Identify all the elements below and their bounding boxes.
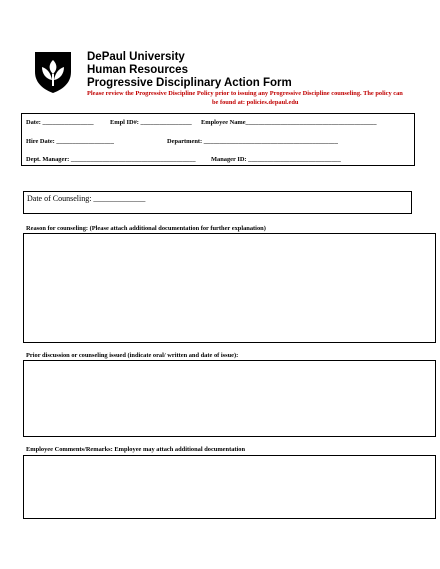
department-field[interactable]: Department: __________________________________________: [167, 138, 338, 145]
reason-heading: Reason for counseling: (Please attach additional documentation for further explanation): [26, 225, 266, 232]
empl-id-field[interactable]: Empl ID#: ________________: [110, 119, 192, 126]
depaul-logo-icon: [33, 50, 73, 94]
policy-notice-line-1: Please review the Progressive Discipline Policy prior to issuing any Progressive Discipline counseling. The policy can: [87, 90, 403, 97]
page-title: Progressive Disciplinary Action Form: [87, 77, 292, 89]
header-university: DePaul University: [87, 51, 185, 63]
counseling-date-field[interactable]: Date of Counseling: _____________: [27, 194, 146, 203]
dept-manager-field[interactable]: Dept. Manager: _______________________________________: [26, 156, 196, 163]
manager-id-field[interactable]: Manager ID: _____________________________: [211, 156, 341, 163]
date-field[interactable]: Date: ________________: [26, 119, 94, 126]
header-department: Human Resources: [87, 64, 188, 76]
employee-comments-heading: Employee Comments/Remarks: Employee may attach additional documentation: [26, 446, 246, 453]
employee-name-field[interactable]: Employee Name_________________________________________: [201, 119, 377, 126]
prior-discussion-textarea[interactable]: [23, 360, 436, 437]
hire-date-field[interactable]: Hire Date: __________________: [26, 138, 114, 145]
employee-comments-textarea[interactable]: [23, 455, 436, 519]
reason-textarea[interactable]: [23, 233, 436, 343]
prior-discussion-heading: Prior discussion or counseling issued (indicate oral/ written and date of issue):: [26, 352, 239, 359]
policy-notice-line-2: be found at: policies.depaul.edu: [212, 99, 299, 106]
